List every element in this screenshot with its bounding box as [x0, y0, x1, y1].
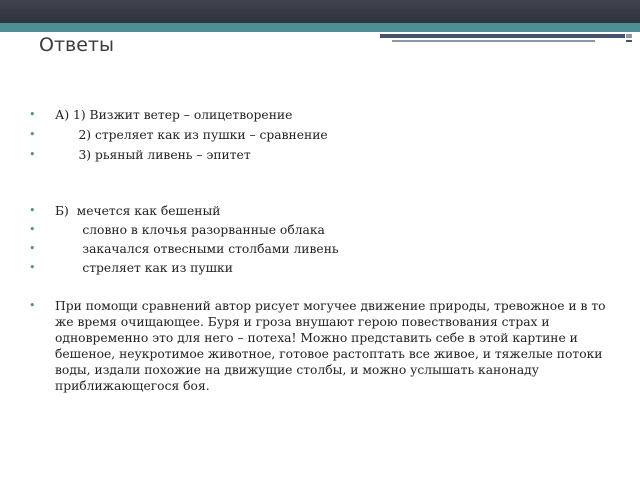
decorative-bar — [392, 40, 595, 42]
list-item-text: Б) мечется как бешеный — [55, 204, 221, 218]
list-item-text: стреляет как из пушки — [55, 261, 233, 275]
header-teal-band — [0, 23, 640, 32]
bullet-icon: • — [29, 148, 36, 161]
list-item — [29, 147, 614, 163]
bullet-icon: • — [29, 204, 36, 217]
bullet-icon: • — [29, 299, 36, 312]
decorative-bar — [626, 34, 632, 38]
list-item — [29, 222, 614, 238]
list-item — [29, 241, 614, 257]
bullet-icon: • — [29, 108, 36, 121]
slide-title: Ответы — [39, 34, 114, 56]
list-item-text: 2) стреляет как из пушки – сравнение — [55, 128, 328, 142]
list-item-text: словно в клочья разорванные облака — [55, 223, 325, 237]
list-item — [29, 127, 614, 143]
decorative-bar — [626, 40, 632, 42]
list-item — [29, 107, 614, 123]
bullet-icon: • — [29, 261, 36, 274]
bullet-icon: • — [29, 128, 36, 141]
list-item — [29, 203, 614, 219]
list-item-text: закачался отвесными столбами ливень — [55, 242, 339, 256]
list-item-text: При помощи сравнений автор рисует могучее движение природы, тревожное и в то же время очищающее. Буря и гроза внушают герою повествования страх и одновременно это для него – потеха! Можно представить себе в этой картине и бешеное, неукротимое животное, готовое растоптать все живое, и тяжелые потоки воды, издали похожие на движущие столбы, и можно услышать канонаду приближающегося боя. — [55, 299, 606, 393]
list-item-paragraph — [29, 298, 614, 394]
list-item — [29, 260, 614, 276]
decorative-bar — [380, 34, 625, 38]
bullet-icon: • — [29, 223, 36, 236]
list-item-text: А) 1) Визжит ветер – олицетворение — [55, 108, 293, 122]
list-item-text: 3) рьяный ливень – эпитет — [55, 148, 251, 162]
header-dark-band — [0, 0, 640, 23]
bullet-icon: • — [29, 242, 36, 255]
